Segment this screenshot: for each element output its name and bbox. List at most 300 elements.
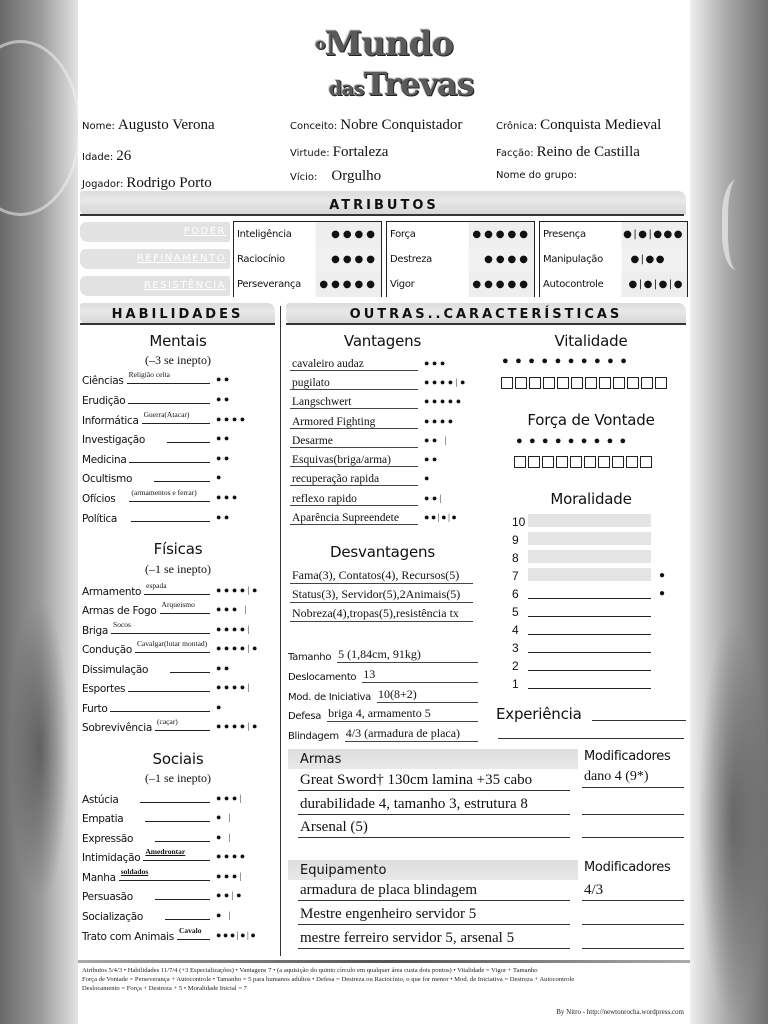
level-dot	[651, 635, 665, 637]
dots: ●	[216, 702, 224, 712]
attribute-forca[interactable]	[387, 222, 534, 247]
skill-astucia[interactable]	[82, 787, 272, 806]
value: Rodrigo Porto	[126, 175, 212, 191]
dots: ●●●	[424, 358, 448, 368]
skill-name: Política	[82, 513, 118, 525]
moralidade-level-8[interactable]	[512, 548, 665, 565]
moralidade-level-9[interactable]	[512, 530, 665, 547]
level-line	[528, 550, 651, 563]
sociais-title: Sociais	[152, 750, 204, 768]
dots: ●●● |	[216, 604, 249, 614]
value: Augusto Verona	[117, 117, 215, 133]
specialty-field[interactable]	[128, 390, 210, 404]
vitalidade-boxes[interactable]	[501, 377, 668, 389]
weapon-row[interactable]: Arsenal (5)	[298, 815, 570, 838]
skill-name: Furto	[82, 703, 108, 715]
experiencia-label: Experiência	[496, 705, 582, 723]
willpower-box[interactable]	[570, 456, 582, 468]
skill-name: Medicina	[82, 454, 127, 466]
dots: ●|●●	[630, 254, 666, 265]
health-box[interactable]	[543, 377, 555, 389]
moralidade-level-5[interactable]	[512, 602, 665, 619]
merit-row[interactable]	[290, 429, 485, 448]
divider	[80, 214, 684, 216]
dots: ●●	[216, 374, 232, 384]
attribute-name: Raciocínio	[237, 254, 285, 265]
skill-sobrevivencia[interactable]	[82, 715, 272, 734]
level-number: 6	[512, 587, 519, 601]
dots: ●	[424, 473, 432, 483]
attribute-autocontrole[interactable]	[540, 272, 687, 297]
stat-deslocamento[interactable]	[288, 664, 478, 683]
dots: ●●●●	[424, 416, 456, 426]
weapon-modifier[interactable]	[582, 815, 684, 838]
dots: ●●|●	[216, 890, 245, 900]
willpower-box[interactable]	[528, 456, 540, 468]
specialty-field[interactable]	[167, 429, 210, 443]
dots: ●	[216, 472, 224, 482]
skill-name: Empatia	[82, 813, 124, 825]
specialty-field[interactable]: Arqueismo	[160, 600, 210, 614]
willpower-box[interactable]	[556, 456, 568, 468]
dots: ●●	[216, 394, 232, 404]
merit-name: pugilato	[290, 377, 418, 390]
weapon-row[interactable]: Great Sword† 130cm lamina +35 cabo	[298, 768, 570, 791]
dots: ●●●●	[331, 229, 378, 240]
level-dot	[651, 563, 665, 565]
character-sheet	[78, 0, 690, 1024]
attribute-vigor[interactable]	[387, 272, 534, 297]
skill-esportes[interactable]	[82, 676, 272, 695]
armas-header: Armas	[288, 749, 578, 769]
specialty-field[interactable]: espada	[144, 581, 210, 595]
skill-investigacao[interactable]	[82, 427, 272, 446]
stat-name: Defesa	[288, 711, 322, 722]
skill-name: Intimidação	[82, 852, 141, 864]
skill-furto[interactable]	[82, 696, 272, 715]
merit-name: Aparência Supreendete	[290, 512, 418, 525]
specialty-field[interactable]: (armamentos e ferrar)	[129, 488, 210, 502]
skill-name: Armamento	[82, 586, 142, 598]
logo-prefix: o	[314, 34, 325, 53]
field-virtude[interactable]	[290, 144, 388, 161]
skill-name: Esportes	[82, 683, 126, 695]
field-nome-do-grupo[interactable]	[496, 170, 580, 181]
skill-name: Astúcia	[82, 794, 119, 806]
label: Nome do grupo:	[496, 170, 577, 181]
dots: ●●	[216, 453, 232, 463]
rules-line: Deslocamento = Força + Destreza + 5 • Moralidade Inicial = 7	[82, 985, 247, 992]
health-box[interactable]	[571, 377, 583, 389]
level-number: 1	[512, 677, 519, 691]
attribute-name: Autocontrole	[543, 279, 604, 290]
level-line	[528, 532, 651, 545]
skill-empatia[interactable]	[82, 806, 272, 825]
divider	[80, 323, 275, 325]
level-number: 4	[512, 623, 519, 637]
health-box[interactable]	[501, 377, 513, 389]
stat-name: Deslocamento	[288, 672, 357, 683]
health-box[interactable]	[641, 377, 653, 389]
dots: ●●●	[216, 492, 240, 502]
stat-value: briga 4, armamento 5	[327, 706, 478, 722]
skill-erudicao[interactable]	[82, 388, 272, 407]
level-number: 10	[512, 515, 526, 529]
specialty-field[interactable]	[170, 659, 210, 673]
skill-name: Socialização	[82, 911, 144, 923]
fisicas-subtitle: (–1 se inepto)	[145, 562, 211, 576]
moralidade-level-6[interactable]	[512, 584, 665, 601]
logo-mundo-das-trevas	[286, 24, 482, 120]
specialty-field[interactable]	[155, 886, 210, 900]
field-jogador[interactable]	[82, 171, 212, 192]
category-poder: PODER	[80, 222, 230, 242]
stat-mod-iniciativa[interactable]	[288, 684, 478, 703]
mentais-title: Mentais	[149, 332, 207, 350]
equipment-modifier[interactable]: 4/3	[582, 878, 684, 901]
logo-word-trevas: Trevas	[363, 65, 474, 103]
level-dot	[651, 689, 665, 691]
moralidade-level-1[interactable]	[512, 674, 665, 691]
field-faccao[interactable]	[496, 144, 640, 161]
vitalidade-dots: ●●●●●●●●●●	[502, 355, 634, 367]
specialty-field[interactable]: Religião celta	[127, 370, 210, 384]
dots: ●●●●|●	[424, 377, 468, 387]
health-box[interactable]	[613, 377, 625, 389]
dots: ●●	[216, 433, 232, 443]
flaw-row[interactable]: Status(3), Servidor(5),2Animais(5)	[290, 584, 473, 603]
specialty-field[interactable]	[129, 449, 210, 463]
skill-conducao[interactable]	[82, 637, 272, 656]
dots: ●●●●|	[216, 624, 253, 634]
attributes-fisico	[386, 221, 535, 297]
skill-socializacao[interactable]	[82, 904, 272, 923]
attribute-name: Destreza	[390, 254, 433, 265]
attribute-inteligencia[interactable]	[234, 222, 381, 247]
merit-row[interactable]	[290, 410, 485, 429]
skill-medicina[interactable]	[82, 447, 272, 466]
skill-politica[interactable]	[82, 506, 272, 525]
stat-value: 4/3 (armadura de placa)	[345, 726, 478, 742]
level-line	[528, 586, 651, 599]
moralidade-level-10[interactable]	[512, 512, 665, 529]
dots: ●●●●●	[472, 279, 531, 290]
dots: ●●●●	[484, 254, 531, 265]
skill-name: Investigação	[82, 434, 146, 446]
skill-name: Expressão	[82, 833, 134, 845]
merit-row[interactable]	[290, 487, 485, 506]
merit-name: recuperação rapida	[290, 473, 418, 486]
skill-dissimulacao[interactable]	[82, 657, 272, 676]
mentais-subtitle: (–3 se inepto)	[145, 353, 211, 367]
merit-name: Armored Fighting	[290, 416, 418, 429]
label: Jogador:	[82, 179, 124, 190]
level-dot: ●	[658, 588, 665, 599]
outras-caracteristicas-title: OUTRAS..CARACTERÍSTICAS	[349, 307, 623, 322]
specialty-field[interactable]	[154, 468, 210, 482]
level-line	[528, 604, 651, 617]
merit-name: Esquivas(briga/arma)	[290, 454, 418, 467]
skill-name: Briga	[82, 625, 109, 637]
willpower-box[interactable]	[584, 456, 596, 468]
experiencia-field[interactable]	[496, 705, 686, 723]
dots: ●●|	[424, 493, 445, 503]
skill-name: Erudição	[82, 395, 126, 407]
value: Fortaleza	[332, 144, 389, 160]
dots: ● |	[216, 832, 233, 842]
merit-row[interactable]	[290, 506, 485, 525]
skill-name: Trato com Animais	[82, 931, 174, 943]
skill-manha[interactable]	[82, 865, 272, 884]
column-divider	[280, 306, 281, 956]
dots: ●●●●|●	[216, 585, 260, 595]
field-vicio[interactable]	[290, 168, 381, 185]
label: Idade:	[82, 152, 114, 163]
dots: ●●●●●	[424, 396, 464, 406]
health-box[interactable]	[557, 377, 569, 389]
category-resistencia: RESISTÊNCIA	[80, 276, 230, 296]
forca-de-vontade-dots: ●●●●●●●●●	[516, 435, 633, 447]
stat-value: 10(8+2)	[377, 687, 478, 703]
stat-blindagem[interactable]	[288, 723, 478, 742]
level-number: 7	[512, 569, 519, 583]
vitalidade-title: Vitalidade	[554, 332, 628, 350]
dots: ●●●|	[216, 871, 245, 881]
attributes-social	[539, 221, 688, 297]
field-cronica[interactable]	[496, 117, 661, 134]
willpower-box[interactable]	[640, 456, 652, 468]
merit-name: Desarme	[290, 435, 418, 448]
divider	[286, 323, 686, 325]
level-number: 3	[512, 641, 519, 655]
equipamento-modificadores-header: Modificadores	[584, 860, 671, 875]
level-line	[528, 640, 651, 653]
dots: ● |	[216, 910, 233, 920]
level-dot	[651, 617, 665, 619]
weapon-row[interactable]: durabilidade 4, tamanho 3, estrutura 8	[298, 792, 570, 815]
health-box[interactable]	[627, 377, 639, 389]
health-box[interactable]	[599, 377, 611, 389]
specialty-field[interactable]: Cavalo	[177, 926, 210, 940]
skill-oficios[interactable]	[82, 486, 272, 505]
merit-row[interactable]	[290, 352, 485, 371]
health-box[interactable]	[529, 377, 541, 389]
level-dot	[651, 545, 665, 547]
stat-name: Blindagem	[288, 731, 339, 742]
specialty-field[interactable]	[128, 678, 210, 692]
skill-name: Dissimulação	[82, 664, 149, 676]
fisicas-title: Físicas	[153, 540, 203, 558]
weapon-modifier[interactable]: dano 4 (9*)	[582, 765, 684, 788]
skill-name: Persuasão	[82, 891, 133, 903]
level-line	[528, 568, 651, 581]
weapon-modifier[interactable]	[582, 792, 684, 815]
specialty-field[interactable]	[145, 808, 210, 822]
moralidade-title: Moralidade	[550, 490, 632, 508]
label: Conceito:	[290, 121, 338, 132]
dots: ●●●●|●	[216, 643, 260, 653]
flaw-row[interactable]: Fama(3), Contatos(4), Recursos(5)	[290, 565, 473, 584]
merit-row[interactable]	[290, 371, 485, 390]
moralidade-level-7[interactable]	[512, 566, 665, 583]
willpower-box[interactable]	[626, 456, 638, 468]
skill-armamento[interactable]	[82, 579, 272, 598]
skill-persuasao[interactable]	[82, 884, 272, 903]
dots: ●|●|●●●	[623, 229, 684, 240]
dots: ●●	[216, 663, 232, 673]
label: Virtude:	[290, 148, 330, 159]
level-number: 2	[512, 659, 519, 673]
skill-name: Condução	[82, 644, 132, 656]
merit-row[interactable]	[290, 467, 485, 486]
experiencia-value	[592, 705, 686, 721]
attribute-manipulacao[interactable]	[540, 247, 687, 272]
merit-row[interactable]	[290, 390, 485, 409]
specialty-field[interactable]: Amedrontar	[143, 847, 210, 861]
specialty-field[interactable]	[131, 508, 210, 522]
dots: ●●●●	[216, 851, 248, 861]
dots: ●●	[216, 512, 232, 522]
dots: ●●|●|●	[424, 512, 459, 522]
skill-expressao[interactable]	[82, 826, 272, 845]
dots: ●●●|	[216, 793, 245, 803]
equipment-row[interactable]: Mestre engenheiro servidor 5	[298, 902, 570, 925]
willpower-box[interactable]	[612, 456, 624, 468]
willpower-box[interactable]	[542, 456, 554, 468]
value: 26	[116, 148, 132, 164]
skill-name: Manha	[82, 872, 116, 884]
willpower-box[interactable]	[514, 456, 526, 468]
attribute-name: Perseverança	[237, 279, 301, 290]
armas-modificadores-header: Modificadores	[584, 749, 671, 764]
merit-name: Langschwert	[290, 396, 418, 409]
level-dot: ●	[658, 570, 665, 581]
equipment-row[interactable]: mestre ferreiro servidor 5, arsenal 5	[298, 926, 570, 949]
dots: ●●●●	[331, 254, 378, 265]
attribute-name: Inteligência	[237, 229, 292, 240]
stat-defesa[interactable]	[288, 703, 478, 722]
skill-informatica[interactable]	[82, 408, 272, 427]
skill-trato-com-animais[interactable]	[82, 924, 272, 943]
skill-name: Ocultismo	[82, 473, 133, 485]
equipment-row[interactable]: armadura de placa blindagem	[298, 878, 570, 901]
specialty-field[interactable]: soldados	[119, 867, 210, 881]
specialty-field[interactable]	[140, 789, 210, 803]
equipment-modifier[interactable]	[582, 926, 684, 949]
specialty-field[interactable]	[110, 698, 210, 712]
stat-value: 13	[362, 667, 478, 683]
willpower-box[interactable]	[598, 456, 610, 468]
skill-name: Ciências	[82, 375, 124, 387]
merit-name: cavaleiro audaz	[290, 358, 418, 371]
footer-divider	[78, 960, 690, 963]
level-number: 9	[512, 533, 519, 547]
skill-armas-de-fogo[interactable]	[82, 598, 272, 617]
level-dot	[651, 527, 665, 529]
rules-summary	[82, 966, 692, 993]
stat-tamanho[interactable]	[288, 644, 478, 663]
dots: ●●●●●	[472, 229, 531, 240]
skill-ocultismo[interactable]	[82, 466, 272, 485]
level-number: 8	[512, 551, 519, 565]
level-line	[528, 514, 651, 527]
rules-line: Força de Vontade = Perseverança + Autocontrole • Tamanho = 5 para humanos adultos • Defesa = Destreza ou Raciocínio, o que for menor • Mod. de Iniciativa = Destreza + Autocontrole	[82, 976, 575, 983]
value: Orgulho	[331, 168, 382, 184]
logo-prefix-das: das	[328, 76, 364, 100]
dots: ●●	[424, 454, 440, 464]
attribute-name: Manipulação	[543, 254, 603, 265]
vantagens-title: Vantagens	[343, 332, 422, 350]
specialty-field[interactable]: Socos	[111, 620, 210, 634]
skill-name: Ofícios	[82, 493, 116, 505]
level-line	[528, 658, 651, 671]
atributos-title: ATRIBUTOS	[329, 198, 439, 213]
equipamento-header: Equipamento	[288, 860, 578, 880]
attribute-perseveranca[interactable]	[234, 272, 381, 297]
skill-intimidacao[interactable]	[82, 845, 272, 864]
label: Crônica:	[496, 121, 538, 132]
moralidade-level-3[interactable]	[512, 638, 665, 655]
value: Reino de Castilla	[536, 144, 640, 160]
attribute-name: Presença	[543, 229, 586, 240]
attribute-presenca[interactable]	[540, 222, 687, 247]
attribute-destreza[interactable]	[387, 247, 534, 272]
specialty-field[interactable]	[155, 828, 210, 842]
specialty-field[interactable]	[165, 906, 210, 920]
habilidades-title: HABILIDADES	[111, 307, 244, 322]
stat-name: Tamanho	[288, 652, 332, 663]
skill-ciencias[interactable]	[82, 368, 272, 387]
specialty-field[interactable]: Guerra(Atacar)	[142, 410, 210, 424]
dots: ●●●●|	[216, 682, 253, 692]
field-idade[interactable]	[82, 144, 131, 165]
health-box[interactable]	[515, 377, 527, 389]
category-refinamento: REFINAMENTO	[80, 249, 230, 269]
dots: ● |	[216, 812, 233, 822]
moralidade-level-4[interactable]	[512, 620, 665, 637]
specialty-field[interactable]: Cavalgar(lutar montad)	[135, 639, 210, 653]
attribute-raciocinio[interactable]	[234, 247, 381, 272]
experiencia-line-2[interactable]	[498, 738, 684, 739]
value: Conquista Medieval	[540, 117, 662, 133]
stat-value: 5 (1,84cm, 91kg)	[337, 647, 478, 663]
dots: ●●●●	[216, 414, 248, 424]
flaw-row[interactable]: Nobreza(4),tropas(5),resistência tx	[290, 603, 473, 622]
stat-name: Mod. de Iniciativa	[288, 692, 371, 703]
skill-briga[interactable]	[82, 618, 272, 637]
label: Vício:	[290, 172, 318, 183]
health-box[interactable]	[655, 377, 667, 389]
level-dot	[651, 653, 665, 655]
field-nome[interactable]	[82, 117, 215, 134]
merit-row[interactable]	[290, 448, 485, 467]
dots: ●●●|●|●	[216, 930, 258, 940]
desvantagens-title: Desvantagens	[330, 543, 435, 561]
level-number: 5	[512, 605, 519, 619]
dots: ●|●|●|●	[628, 279, 684, 290]
equipment-modifier[interactable]	[582, 902, 684, 925]
moralidade-level-2[interactable]	[512, 656, 665, 673]
field-conceito[interactable]	[290, 117, 462, 134]
label: Facção:	[496, 148, 534, 159]
dots: ●●●●●	[319, 279, 378, 290]
forca-de-vontade-boxes[interactable]	[514, 456, 653, 468]
health-box[interactable]	[585, 377, 597, 389]
background-art-right	[683, 0, 768, 1024]
level-line	[528, 676, 651, 689]
specialty-field[interactable]: (caçar)	[155, 717, 210, 731]
level-dot	[651, 671, 665, 673]
